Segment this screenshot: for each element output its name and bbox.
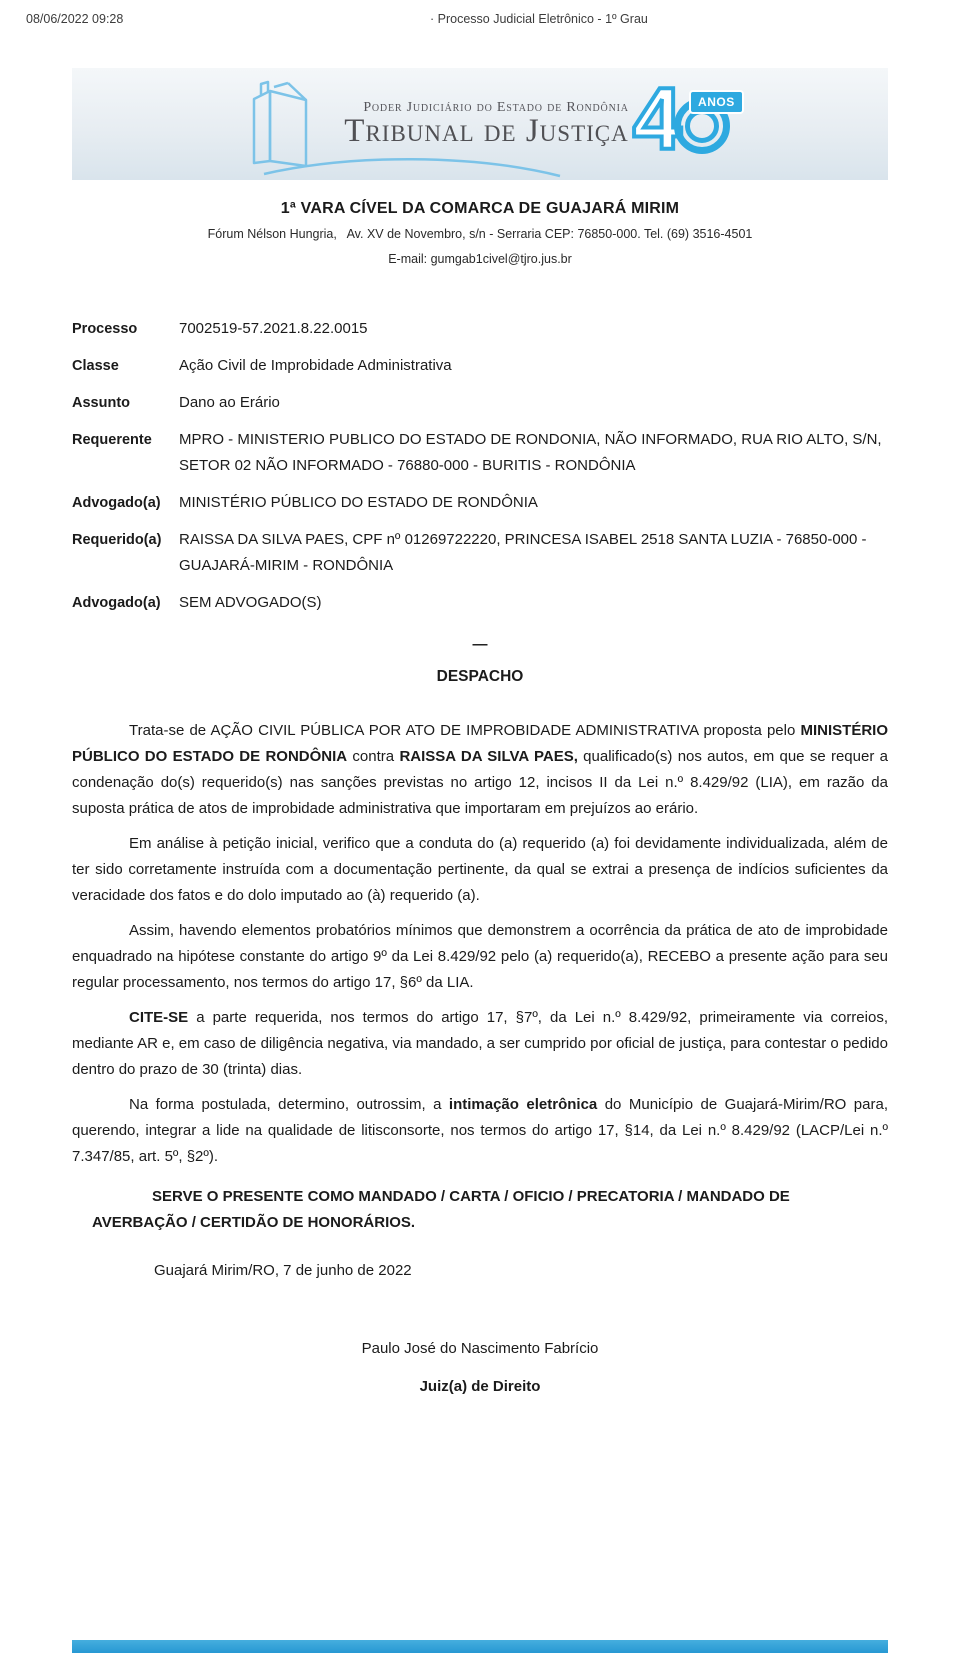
swoosh-underline-icon — [262, 154, 562, 178]
print-header — [0, 0, 960, 46]
info-value-classe: Ação Civil de Improbidade Administrativa — [179, 357, 452, 374]
info-value-processo: 7002519-57.2021.8.22.0015 — [179, 320, 368, 337]
info-value-requerido: RAISSA DA SILVA PAES, CPF nº 01269722220, PRINCESA ISABEL 2518 SANTA LUZIA - 76850-000 - GUAJARÁ-MIRIM - RONDÔNIA — [179, 531, 867, 574]
info-label-requerido: Requerido(a) — [72, 532, 162, 548]
court-name: 1ª VARA CÍVEL DA COMARCA DE GUAJARÁ MIRIM — [280, 200, 680, 217]
decision-paragraph: Em análise à petição inicial, verifico que a conduta do (a) requerido (a) foi devidamente individualizada, além de ter sido corretamente instruída com a documentação pertinente, da qual se extrai a presença de indícios suficientes da veracidade dos fatos e do dolo imputado ao (à) requerido (a). — [72, 835, 888, 904]
signature-role: Juiz(a) de Direito — [419, 1378, 541, 1395]
signature-name: Paulo José do Nascimento Fabrício — [361, 1340, 599, 1357]
info-value-assunto: Dano ao Erário — [179, 394, 280, 411]
decision-title: DESPACHO — [436, 668, 524, 685]
org-name-large: Tribunal de Justiça — [344, 113, 629, 149]
document-content — [0, 68, 960, 1400]
info-value-advogado-1: MINISTÉRIO PÚBLICO DO ESTADO DE RONDÔNIA — [179, 494, 538, 511]
anniversary-digit: 4 — [632, 69, 682, 168]
print-timestamp: 08/06/2022 09:28 — [26, 12, 124, 26]
tjro-banner-text — [344, 100, 628, 148]
decision-paragraph: CITE-SE a parte requerida, nos termos do artigo 17, §7º, da Lei n.º 8.429/92, primeiramente via correios, mediante AR e, em caso de diligência negativa, via mandado, a ser cumprido por oficial de justiça, para contestar o pedido dentro do prazo de 30 (trinta) dias. — [72, 1009, 888, 1078]
info-label-requerente: Requerente — [72, 432, 152, 448]
print-title: · Processo Judicial Eletrônico - 1º Grau — [430, 12, 648, 26]
court-address: Fórum Nélson Hungria, Av. XV de Novembro, s/n - Serraria CEP: 76850-000. Tel. (69) 3516-4501 — [207, 227, 753, 241]
court-email: E-mail: gumgab1civel@tjro.jus.br — [388, 252, 572, 266]
info-label-advogado-2: Advogado(a) — [72, 595, 161, 611]
info-value-requerente: MPRO - MINISTERIO PUBLICO DO ESTADO DE RONDONIA, NÃO INFORMADO, RUA RIO ALTO, S/N, SETOR 02 NÃO INFORMADO - 76880-000 - BURITIS - RONDÔNIA — [179, 431, 882, 474]
info-label-advogado-1: Advogado(a) — [72, 495, 161, 511]
info-label-classe: Classe — [72, 358, 119, 374]
date-line: Guajará Mirim/RO, 7 de junho de 2022 — [154, 1262, 412, 1279]
tjro-banner — [72, 68, 888, 180]
anniversary-40-logo — [632, 69, 735, 172]
process-info-table — [72, 316, 888, 616]
org-name-small: Poder Judiciário do Estado de Rondônia — [363, 100, 629, 115]
footer-bar — [72, 1640, 888, 1653]
decision-body — [72, 718, 888, 1236]
decision-paragraph: Assim, havendo elementos probatórios mínimos que demonstrem a ocorrência da prática de ato de improbidade enquadrado na hipótese constante do artigo 9º da Lei 8.429/92 pelo (a) requerido(a), RECEBO a presente ação para seu regular processamento, nos termos do artigo 17, §6º da LIA. — [72, 922, 888, 991]
section-divider: — — [472, 636, 488, 653]
serve-clause: SERVE O PRESENTE COMO MANDADO / CARTA / OFICIO / PRECATORIA / MANDADO DE AVERBAÇÃO / CERTIDÃO DE HONORÁRIOS. — [92, 1188, 790, 1231]
info-value-advogado-2: SEM ADVOGADO(S) — [179, 594, 322, 611]
decision-paragraph: Trata-se de AÇÃO CIVIL PÚBLICA POR ATO DE IMPROBIDADE ADMINISTRATIVA proposta pelo MINISTÉRIO PÚBLICO DO ESTADO DE RONDÔNIA contra RAISSA DA SILVA PAES, qualificado(s) nos autos, em que se requer a condenação do(s) requerido(s) nas sanções previstas no artigo 12, incisos II da Lei n.º 8.429/92 (LIA), em razão da suposta prática de atos de improbidade administrativa que importaram em prejuízos ao erário. — [72, 722, 888, 817]
info-label-assunto: Assunto — [72, 395, 130, 411]
anniversary-label: ANOS — [689, 90, 744, 114]
info-label-processo: Processo — [72, 321, 138, 337]
decision-paragraph: Na forma postulada, determino, outrossim, a intimação eletrônica do Município de Guajará-Mirim/RO para, querendo, integrar a lide na qualidade de litisconsorte, nos termos do artigo 17, §14, da Lei n.º 8.429/92 (LACP/Lei n.º 7.347/85, art. 5º, §2º). — [72, 1096, 888, 1165]
